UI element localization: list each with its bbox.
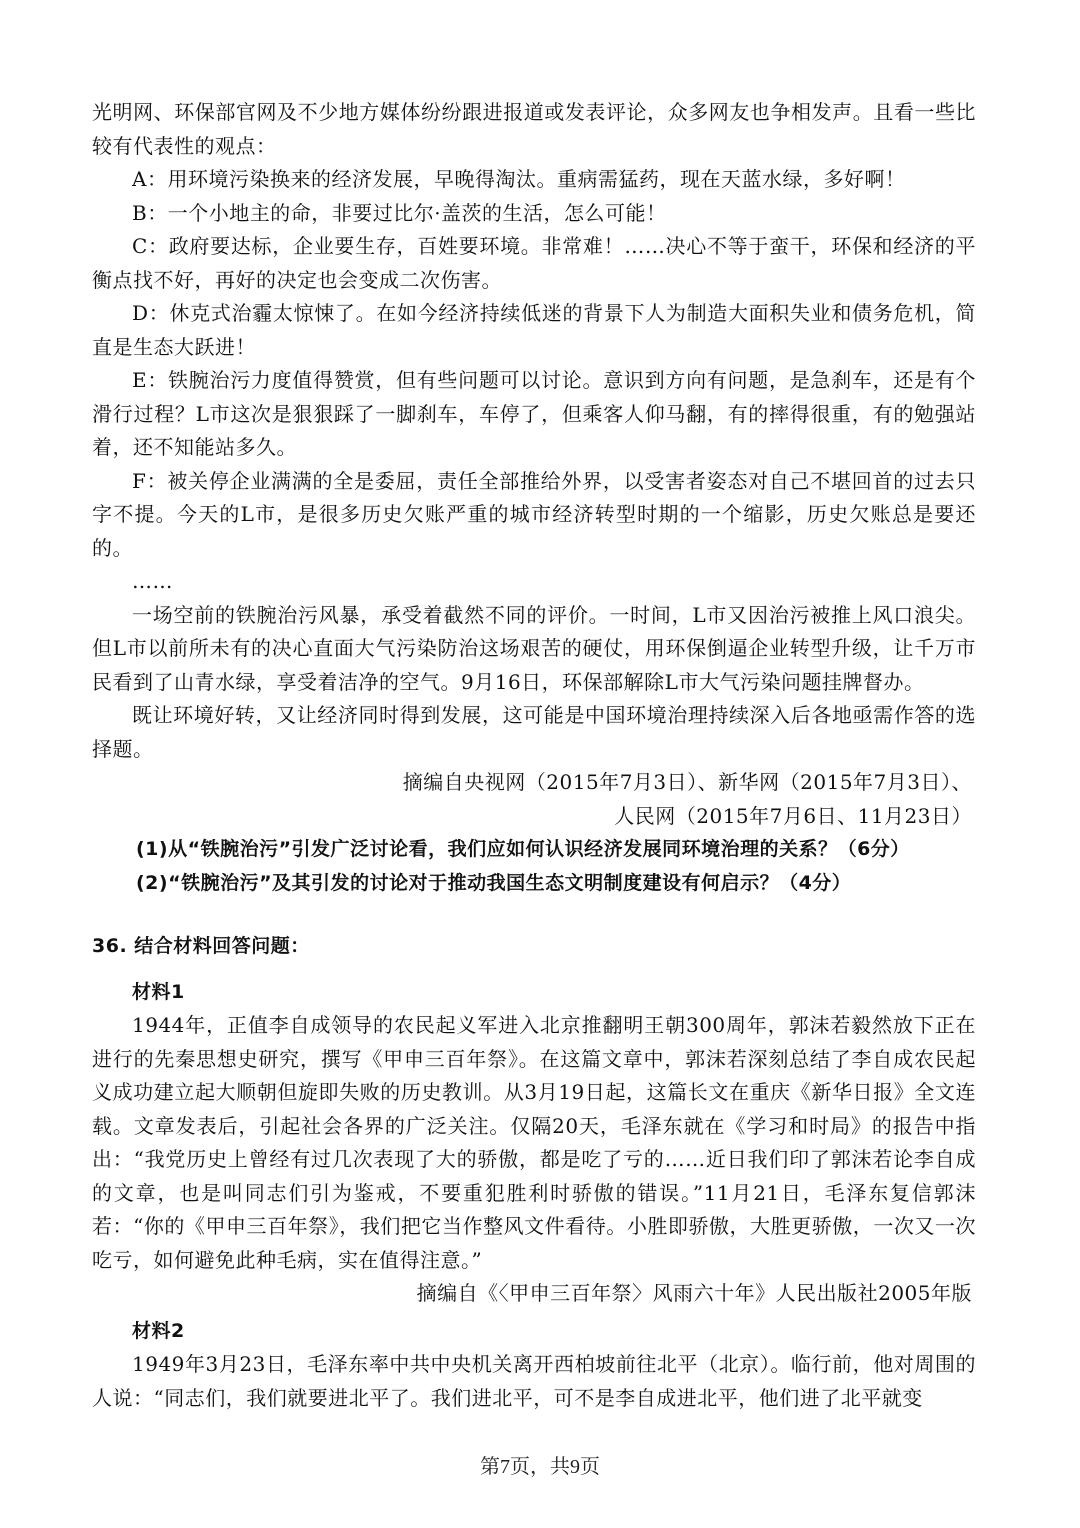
opinion-a: A：用环境污染换来的经济发展，早晚得淘汰。重病需猛药，现在天蓝水绿，多好啊！ (132, 167, 906, 191)
opinion-f: F：被关停企业满满的全是委屈，责任全部推给外界，以受害者姿态对自己不堪回首的过去只字不提。今天的L市，是很多历史欠账严重的城市经济转型时期的一个缩影，历史欠账总是要还的。 (92, 468, 976, 560)
source-line-1: 摘编自央视网（2015年7月3日）、新华网（2015年7月3日）、 (402, 770, 972, 794)
page-content (92, 96, 976, 1415)
material-1-source: 摘编自《〈甲申三百年祭〉风雨六十年》人民出版社2005年版 (416, 1281, 972, 1305)
body-paragraph-storm: 一场空前的铁腕治污风暴，承受着截然不同的评价。一时间，L市又因治污被推上风口浪尖。但L市以前所未有的决心直面大气污染防治这场艰苦的硬仗，用环保倒逼企业转型升级，让千万市民看到了山青水绿，享受着洁净的空气。9月16日，环保部解除L市大气污染问题挂牌督办。 (92, 602, 976, 694)
material-1-title: 材料1 (132, 980, 185, 1003)
question-36-heading: 36. 结合材料回答问题： (92, 935, 310, 957)
opinion-e: E：铁腕治污力度值得赞赏，但有些问题可以讨论。意识到方向有问题，是急刹车，还是有个滑行过程？L市这次是狠狠踩了一脚刹车，车停了，但乘客人仰马翻，有的摔得很重，有的勉强站着，还不知能站多久。 (92, 368, 976, 459)
opinion-c: C：政府要达标，企业要生存，百姓要环境。非常难！……决心不等于蛮干，环保和经济的平衡点找不好，再好的决定也会变成二次伤害。 (92, 234, 976, 292)
question-2: (2)“铁腕治污”及其引发的讨论对于推动我国生态文明制度建设有何启示？（4分） (136, 871, 852, 894)
body-paragraph-conclusion: 既让环境好转，又让经济同时得到发展，这可能是中国环境治理持续深入后各地亟需作答的选择题。 (92, 703, 976, 761)
opinion-b: B：一个小地主的命，非要过比尔·盖茨的生活，怎么可能！ (132, 200, 667, 225)
opinion-d: D：休克式治霾太惊悚了。在如今经济持续低迷的背景下人为制造大面积失业和债务危机，简直是生态大跃进！ (92, 301, 976, 359)
material-2-text: 1949年3月23日，毛泽东率中共中央机关离开西柏坡前往北平（北京）。临行前，他对周围的人说：“同志们，我们就要进北平了。我们进北平，可不是李自成进北平，他们进了北平就变 (92, 1352, 976, 1410)
page-number: 第7页，共9页 (480, 1456, 600, 1478)
material-1-text: 1944年，正值李自成领导的农民起义军进入北京推翻明王朝300周年，郭沫若毅然放下正在进行的先秦思想史研究，撰写《甲申三百年祭》。在这篇文章中，郭沫若深刻总结了李自成农民起义成功建立起大顺朝但旋即失败的历史教训。从3月19日起，这篇长文在重庆《新华日报》全文连载。文章发表后，引起社会各界的广泛关注。仅隔20天，毛泽东就在《学习和时局》的报告中指出：“我党历史上曾经有过几次表现了大的骄傲，都是吃了亏的……近日我们印了郭沫若论李自成的文章，也是叫同志们引为鉴戒，不要重犯胜利时骄傲的错误。”11月21日，毛泽东复信郭沫若：“你的《甲申三百年祭》，我们把它当作整风文件看待。小胜即骄傲，大胜更骄傲，一次又一次吃亏，如何避免此种毛病，实在值得注意。” (92, 1013, 976, 1272)
question-1: (1)从“铁腕治污”引发广泛讨论看，我们应如何认识经济发展同环境治理的关系？（6分） (136, 838, 910, 860)
intro-paragraph: 光明网、环保部官网及不少地方媒体纷纷跟进报道或发表评论，众多网友也争相发声。且看一些比较有代表性的观点： (92, 100, 976, 158)
material-2-title: 材料2 (132, 1319, 185, 1342)
source-line-2: 人民网（2015年7月6日、11月23日） (614, 803, 972, 828)
ellipsis-line: …… (132, 569, 173, 593)
